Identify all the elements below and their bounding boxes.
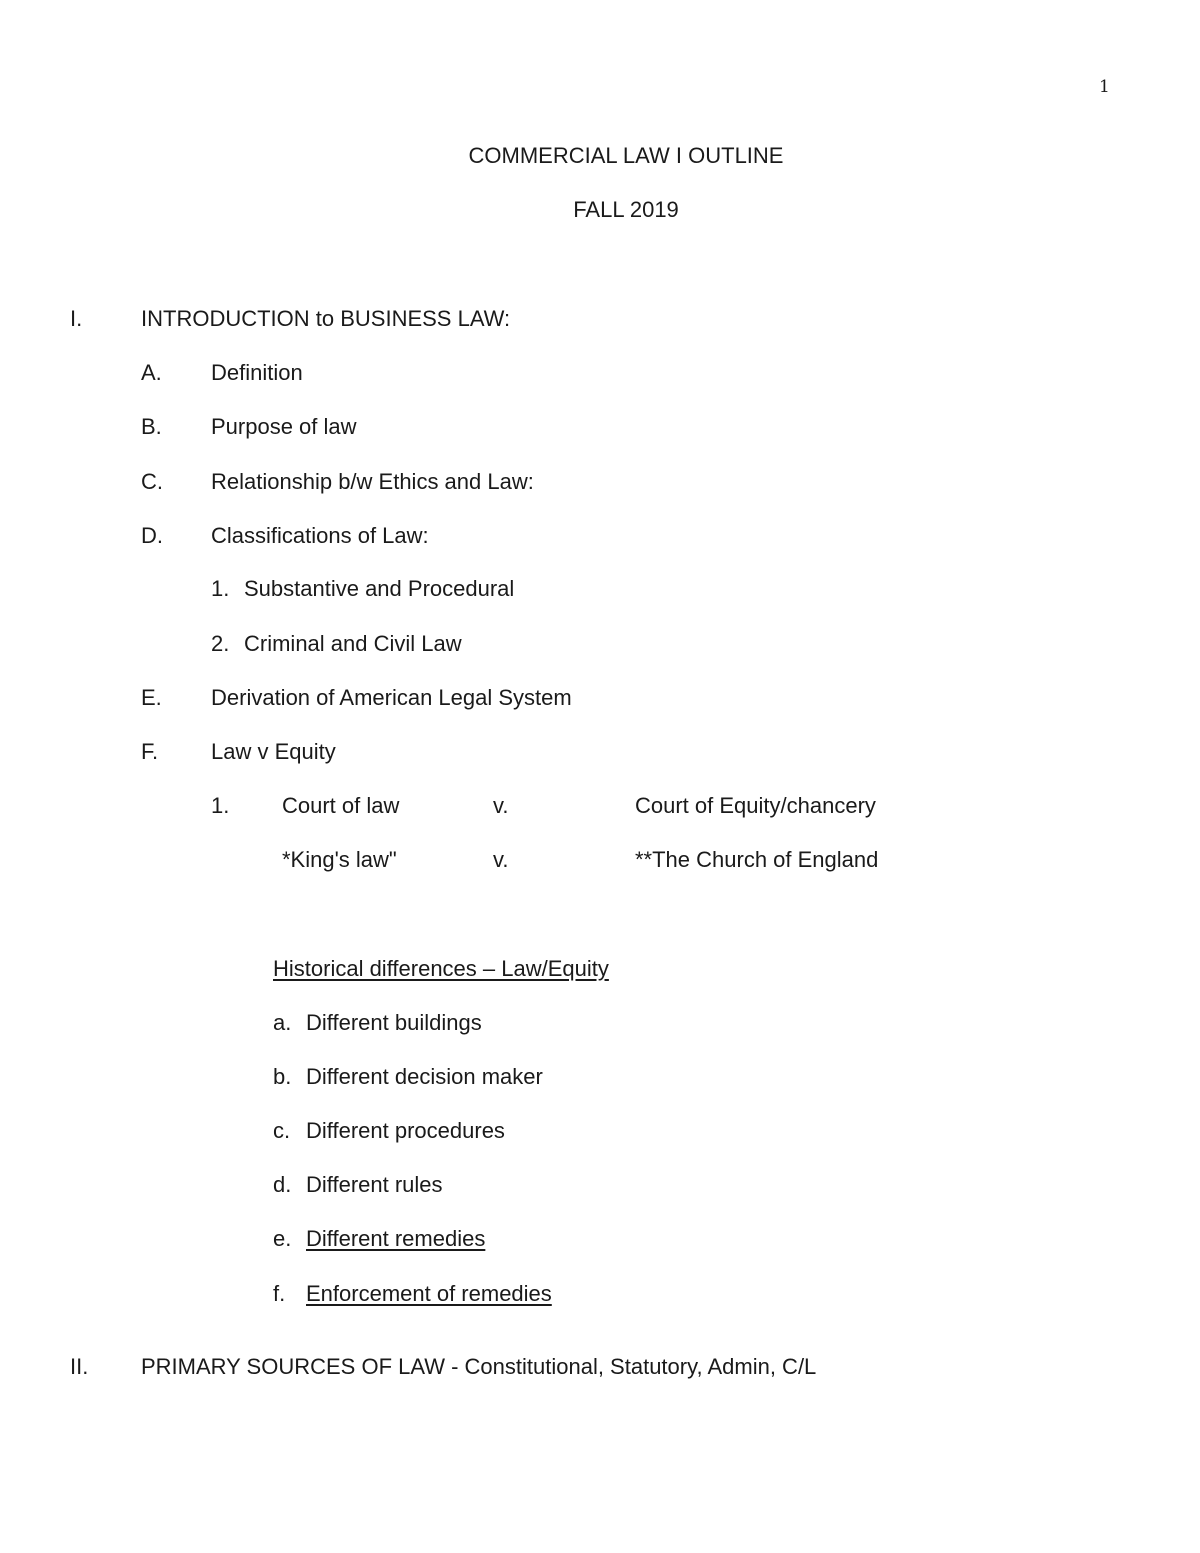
- classification-2-text: Criminal and Civil Law: [244, 631, 462, 656]
- difference-c-text: Different procedures: [306, 1118, 505, 1143]
- item-d-text: Classifications of Law:: [211, 523, 429, 548]
- difference-f-letter: f.: [273, 1281, 286, 1306]
- section-1-number: I.: [70, 306, 83, 331]
- difference-c-letter: c.: [273, 1118, 291, 1143]
- difference-f-text: Enforcement of remedies: [306, 1281, 552, 1306]
- section-2-heading: PRIMARY SOURCES OF LAW - Constitutional, Statutory, Admin, C/L: [141, 1354, 817, 1379]
- classification-2-number: 2.: [211, 631, 230, 656]
- item-a-letter: A.: [141, 360, 162, 385]
- item-a-text: Definition: [211, 360, 303, 385]
- comparison-row-2-versus: v.: [493, 847, 509, 872]
- difference-d-letter: d.: [273, 1172, 292, 1197]
- difference-a-text: Different buildings: [306, 1010, 482, 1035]
- item-d-letter: D.: [141, 523, 163, 548]
- page-number: 1: [1099, 77, 1110, 97]
- classification-1-text: Substantive and Procedural: [244, 576, 515, 601]
- law-equity-number: 1.: [211, 793, 230, 818]
- item-b-text: Purpose of law: [211, 414, 357, 439]
- document-subtitle: FALL 2019: [573, 197, 679, 222]
- difference-a-letter: a.: [273, 1010, 292, 1035]
- difference-b-text: Different decision maker: [306, 1064, 543, 1089]
- difference-b-letter: b.: [273, 1064, 292, 1089]
- difference-e-text: Different remedies: [306, 1226, 486, 1251]
- item-f-letter: F.: [141, 739, 159, 764]
- difference-e-letter: e.: [273, 1226, 292, 1251]
- document-title: COMMERCIAL LAW I OUTLINE: [468, 143, 784, 168]
- item-e-letter: E.: [141, 685, 162, 710]
- classification-1-number: 1.: [211, 576, 230, 601]
- section-2-number: II.: [70, 1354, 89, 1379]
- item-f-text: Law v Equity: [211, 739, 336, 764]
- comparison-row-2-right: **The Church of England: [635, 847, 879, 872]
- item-b-letter: B.: [141, 414, 162, 439]
- comparison-row-1-versus: v.: [493, 793, 509, 818]
- section-1-heading: INTRODUCTION to BUSINESS LAW:: [141, 306, 511, 331]
- comparison-row-1-left: Court of law: [282, 793, 400, 818]
- item-c-letter: C.: [141, 469, 163, 494]
- comparison-row-2-left: *King's law": [282, 847, 397, 872]
- difference-d-text: Different rules: [306, 1172, 443, 1197]
- historical-differences-heading: Historical differences – Law/Equity: [273, 956, 609, 981]
- comparison-row-1-right: Court of Equity/chancery: [635, 793, 876, 818]
- item-e-text: Derivation of American Legal System: [211, 685, 572, 710]
- item-c-text: Relationship b/w Ethics and Law:: [211, 469, 534, 494]
